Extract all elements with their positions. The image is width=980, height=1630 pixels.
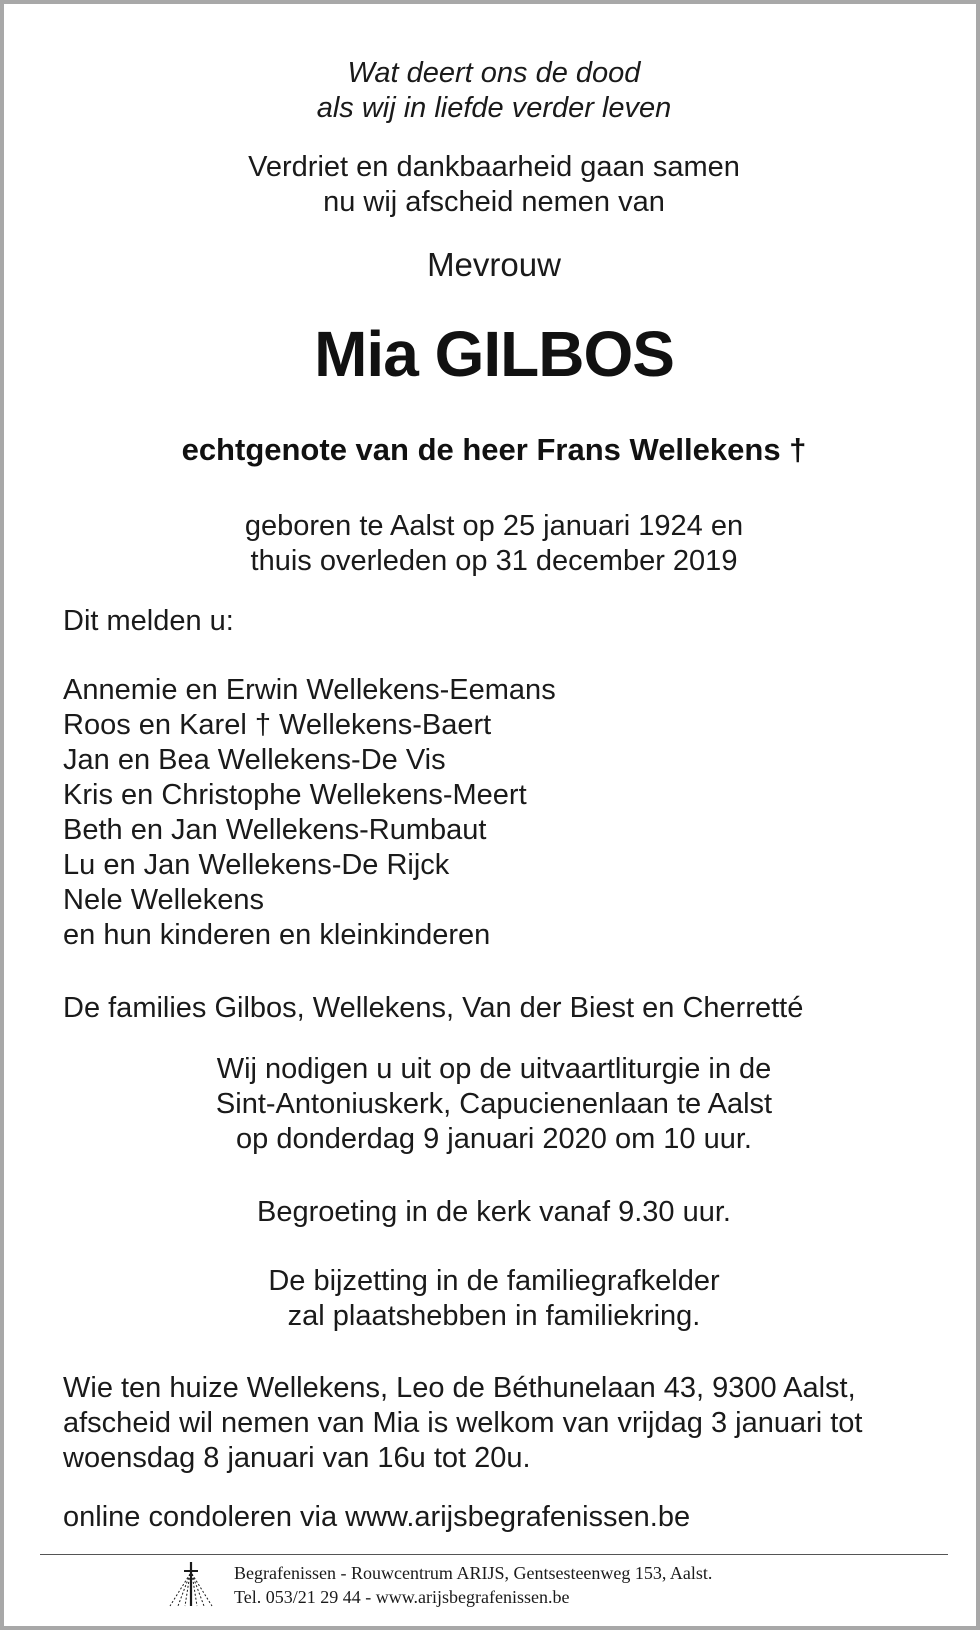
birth-line: geboren te Aalst op 25 januari 1924 en (244, 510, 744, 542)
list-item: en hun kinderen en kleinkinderen (63, 919, 491, 951)
families-line: De families Gilbos, Wellekens, Van der Biest en Cherretté (63, 992, 804, 1024)
list-item: Jan en Bea Wellekens-De Vis (63, 744, 446, 776)
visitation-line-2: afscheid wil nemen van Mia is welkom van vrijdag 3 januari tot (63, 1407, 863, 1439)
list-item: Beth en Jan Wellekens-Rumbaut (63, 814, 487, 846)
announced-by: Dit melden u: (63, 605, 234, 637)
cross-rays-icon (164, 1560, 218, 1608)
motto-line-1: Wat deert ons de dood (347, 57, 641, 89)
visitation-line-3: woensdag 8 januari van 16u tot 20u. (63, 1442, 531, 1474)
footer-contact: Tel. 053/21 29 44 - www.arijsbegrafenissen.be (234, 1587, 570, 1607)
footer-divider (40, 1554, 948, 1555)
invitation-line-3: op donderdag 9 januari 2020 om 10 uur. (236, 1123, 752, 1155)
death-line: thuis overleden op 31 december 2019 (250, 545, 738, 577)
deceased-name: Mia GILBOS (314, 318, 674, 390)
list-item: Nele Wellekens (63, 884, 264, 916)
list-item: Kris en Christophe Wellekens-Meert (63, 779, 527, 811)
funeral-home-footer (234, 1561, 712, 1609)
burial-line-2: zal plaatshebben in familiekring. (287, 1300, 701, 1332)
intro-line-1: Verdriet en dankbaarheid gaan samen (248, 151, 740, 183)
salutation: Mevrouw (427, 246, 561, 283)
list-item: Roos en Karel † Wellekens-Baert (63, 709, 492, 741)
spouse-line: echtgenote van de heer Frans Wellekens † (181, 432, 807, 467)
visitation-line-1: Wie ten huize Wellekens, Leo de Béthunelaan 43, 9300 Aalst, (63, 1372, 856, 1404)
list-item: Lu en Jan Wellekens-De Rijck (63, 849, 450, 881)
invitation-line-1: Wij nodigen u uit op de uitvaartliturgie in de (216, 1053, 772, 1085)
footer-address: Begrafenissen - Rouwcentrum ARIJS, Gentsesteenweg 153, Aalst. (234, 1563, 713, 1583)
motto-line-2: als wij in liefde verder leven (316, 92, 672, 124)
greeting-line: Begroeting in de kerk vanaf 9.30 uur. (257, 1196, 731, 1228)
online-condolence-line: online condoleren via www.arijsbegrafenissen.be (63, 1501, 691, 1533)
invitation-line-2: Sint-Antoniuskerk, Capucienenlaan te Aalst (215, 1088, 773, 1120)
list-item: Annemie en Erwin Wellekens-Eemans (63, 674, 556, 706)
burial-line-1: De bijzetting in de familiegrafkelder (268, 1265, 720, 1297)
intro-line-2: nu wij afscheid nemen van (323, 186, 665, 218)
